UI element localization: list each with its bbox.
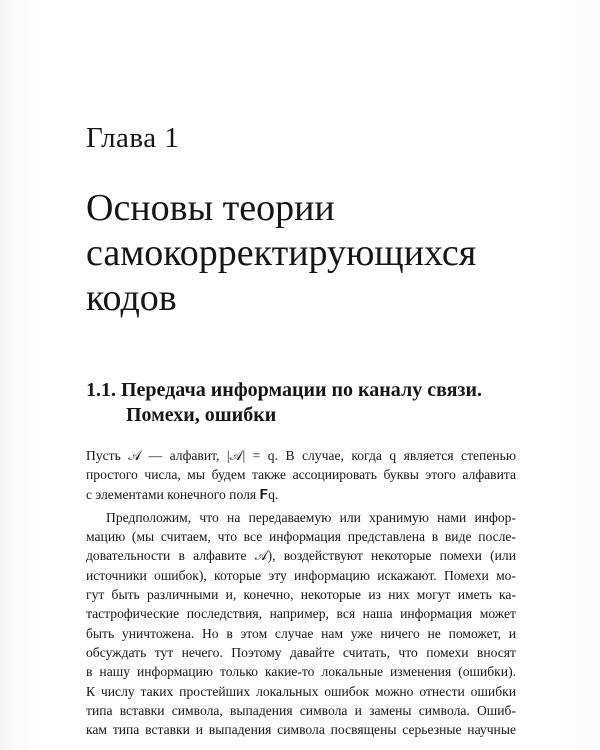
text-line: быть уничтожена. Но в этом случае нам уже ничего не поможет, и <box>86 625 516 641</box>
text-line: Пусть 𝒜 — алфавит, |𝒜| = q. В случае, когда q является степенью <box>86 448 516 463</box>
section-heading <box>86 378 482 428</box>
chapter-title <box>86 186 556 321</box>
paragraph-2 <box>86 508 516 740</box>
chapter-title-line: кодов <box>86 277 177 319</box>
text-line: тастрофические последствия, например, вся наша информация может <box>86 606 516 622</box>
text-line: с элементами конечного поля 𝐅q. <box>86 486 279 502</box>
section-heading-line: 1.1. Передача информации по каналу связи. <box>86 379 482 401</box>
text-line: источники ошибок), которые эту информацию искажают. Помехи мо- <box>86 567 516 583</box>
text-line: в нашу информацию только какие-то локальные изменения (ошибки). <box>86 664 516 680</box>
text-line: мацию (мы считаем, что все информация представлена в виде после- <box>86 529 516 545</box>
chapter-title-line: Основы теории <box>86 187 335 229</box>
body-text <box>86 446 516 739</box>
text-line: типа вставки символа, выпадения символа и замены символа. Ошиб- <box>86 702 516 718</box>
text-line: К числу таких простейших локальных ошибок можно отнести ошибки <box>86 683 516 699</box>
text-line: обсуждать тут нечего. Поэтому давайте считать, что помехи вносят <box>86 644 516 660</box>
section-heading-line: Помехи, ошибки <box>126 404 277 426</box>
text-line: Предположим, что на передаваемую или хранимую нами инфор- <box>106 509 516 525</box>
text-line: кам типа вставки и выпадения символа посвящены серьезные научные <box>86 722 516 738</box>
text-line: простого числа, мы будем также ассоциировать буквы этого алфавита <box>86 467 516 483</box>
text-line: довательности в алфавите 𝒜), воздействуют некоторые помехи (или <box>86 548 516 564</box>
chapter-title-line: самокорректирующихся <box>86 232 477 274</box>
paragraph-1 <box>86 446 516 504</box>
chapter-label: Глава 1 <box>86 122 180 154</box>
text-line: гут быть различными и, конечно, некоторые из них могут иметь ка- <box>86 587 516 603</box>
